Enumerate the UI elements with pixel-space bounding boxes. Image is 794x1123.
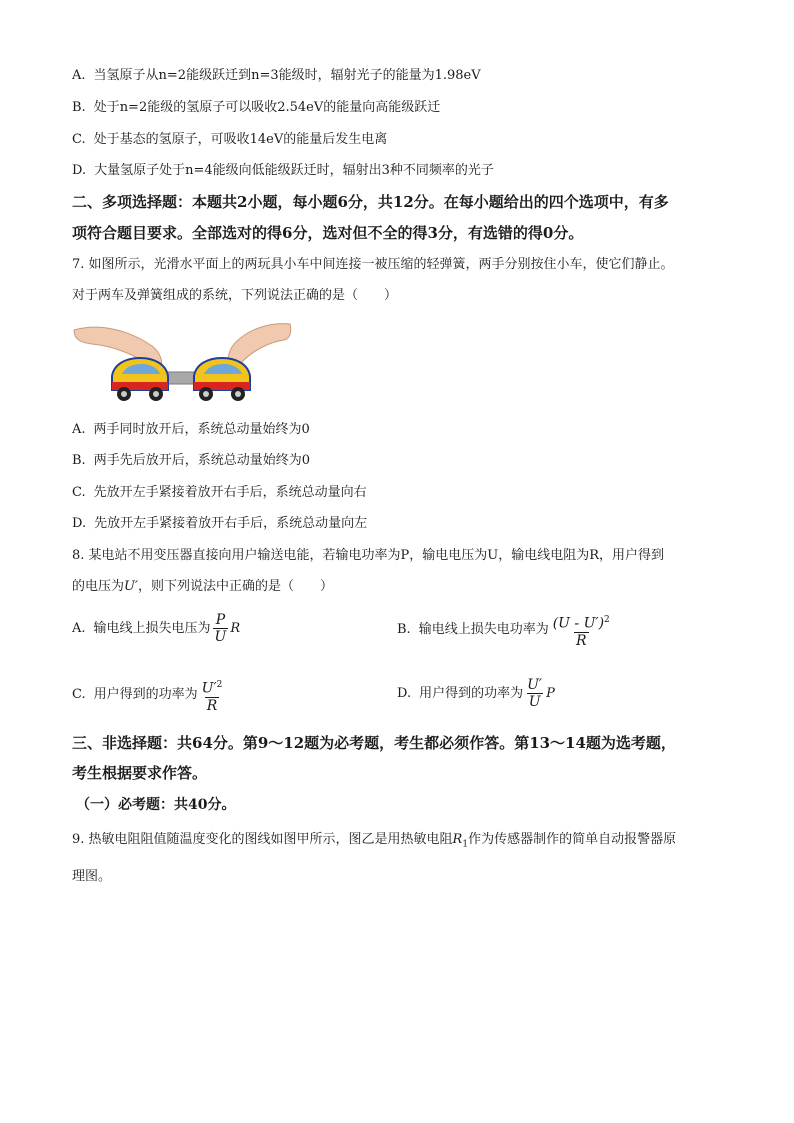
option-text: 先放开左手紧接着放开右手后，系统总动量向左	[94, 516, 368, 531]
q9-variable-subscript: 1	[462, 839, 469, 850]
option-text: 两手先后放开后，系统总动量始终为0	[93, 453, 310, 468]
option-text: 先放开左手紧接着放开右手后，系统总动量向右	[93, 485, 367, 500]
exponent: 2	[216, 680, 223, 690]
option-text: 处于基态的氢原子，可吸收14eV的能量后发生电离	[93, 132, 388, 147]
option-text: 当氢原子从n=2能级跃迁到n=3能级时，辐射光子的能量为1.98eV	[93, 68, 481, 83]
option-label: B.	[72, 100, 86, 115]
q9-stem-line2: 理图。	[72, 869, 112, 884]
option-label: A.	[72, 68, 86, 83]
formula-variable: P	[546, 685, 555, 701]
option-text: 用户得到的功率为	[93, 687, 198, 703]
numerator: P	[215, 612, 226, 628]
q7-option-a	[72, 421, 310, 439]
option-text: 输电线上损失电压为	[93, 620, 211, 636]
option-text: 用户得到的功率为	[419, 685, 524, 701]
section2-heading-line2: 项符合题目要求。全部选对的得6分，选对但不全的得3分，有选错的得0分。	[72, 224, 584, 242]
section3-heading-line1: 三、非选择题：共64分。第9～12题为必考题，考生都必须作答。第13～14题为选考题，	[72, 734, 676, 752]
option-label: C.	[72, 687, 86, 703]
q7-stem-line2: 对于两车及弹簧组成的系统，下列说法正确的是（ ）	[72, 288, 398, 303]
denominator: R	[575, 632, 587, 649]
option-label: A.	[72, 422, 86, 437]
section3-heading-line2: 考生根据要求作答。	[72, 764, 208, 782]
option-label: D.	[72, 163, 87, 178]
denominator: R	[206, 697, 218, 714]
numerator: U′	[527, 677, 543, 693]
section3-subheading: （一）必考题：共40分。	[76, 797, 236, 813]
numerator	[551, 612, 612, 632]
q9-stem-text: 9. 热敏电阻阻值随温度变化的图线如图甲所示，图乙是用热敏电阻	[72, 832, 453, 847]
fraction	[525, 677, 544, 710]
option-label: A.	[72, 620, 86, 636]
q7-option-c	[72, 484, 367, 502]
q9-stem-line1	[72, 831, 676, 854]
q6-option-a	[72, 67, 481, 85]
q8-variable: U′	[124, 579, 138, 594]
exponent: 2	[604, 615, 610, 625]
fraction	[551, 612, 612, 649]
q8-stem-line2	[72, 578, 333, 596]
denominator: U	[528, 694, 541, 710]
numerator-expression: U′	[201, 680, 217, 697]
q6-option-d	[72, 162, 494, 180]
option-label: B.	[397, 622, 411, 638]
q8-stem-text: ，则下列说法中正确的是（ ）	[137, 579, 333, 594]
q9-stem-text: 作为传感器制作的简单自动报警器原	[468, 832, 677, 847]
q8-option-a	[72, 612, 240, 645]
option-label: C.	[72, 132, 86, 147]
option-text: 输电线上损失电功率为	[418, 622, 549, 638]
option-label: D.	[397, 685, 412, 701]
q8-option-c	[72, 677, 226, 714]
formula-variable: R	[230, 620, 241, 636]
q6-option-b	[72, 99, 440, 117]
fraction	[200, 677, 225, 714]
toy-cars-illustration	[72, 318, 292, 410]
option-text: 两手同时放开后，系统总动量始终为0	[93, 422, 310, 437]
q9-variable: R	[452, 832, 463, 847]
q8-option-d	[397, 677, 555, 710]
section2-heading-line1: 二、多项选择题：本题共2小题，每小题6分，共12分。在每小题给出的四个选项中，有多	[72, 193, 669, 211]
numerator	[200, 677, 225, 697]
q6-option-c	[72, 131, 387, 149]
option-label: D.	[72, 516, 87, 531]
toy-cars-figure	[72, 318, 292, 410]
q7-option-d	[72, 515, 367, 533]
option-text: 大量氢原子处于n=4能级向低能级跃迁时，辐射出3种不同频率的光子	[94, 163, 494, 178]
option-text: 处于n=2能级的氢原子可以吸收2.54eV的能量向高能级跃迁	[93, 100, 441, 115]
q8-stem-text: 的电压为	[72, 579, 125, 594]
q8-stem-line1: 8. 某电站不用变压器直接向用户输送电能，若输电功率为P，输电电压为U，输电线电阻为R，用户得到	[72, 548, 665, 563]
q7-option-b	[72, 452, 310, 470]
numerator-expression: (U - U′)	[552, 615, 605, 632]
option-label: B.	[72, 453, 86, 468]
q8-option-b	[397, 612, 614, 649]
denominator: U	[214, 629, 227, 645]
option-label: C.	[72, 485, 86, 500]
fraction	[213, 612, 229, 645]
q7-stem-line1: 7. 如图所示，光滑水平面上的两玩具小车中间连接一被压缩的轻弹簧，两手分别按住小车，使它们静止。	[72, 257, 674, 272]
